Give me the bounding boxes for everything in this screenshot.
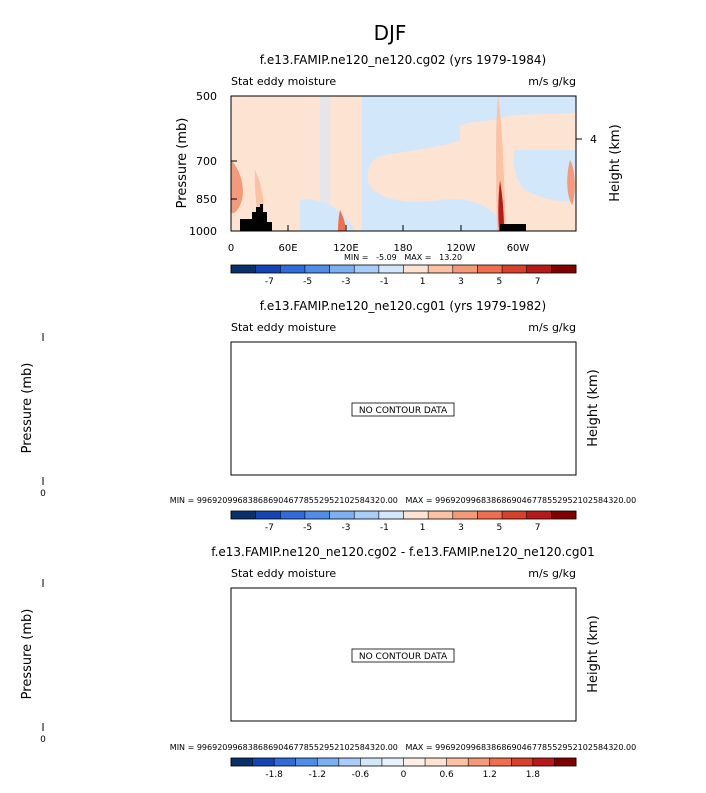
panel-1-heatmap: [231, 96, 576, 231]
panel-1-x-tick-label: 60W: [506, 243, 530, 254]
colorbar-label: -5: [303, 523, 313, 533]
colorbar-swatch: [360, 758, 382, 766]
panel-2-left-label: Stat eddy moisture: [231, 321, 337, 334]
colorbar-swatch: [453, 265, 478, 273]
colorbar-swatch: [551, 511, 576, 519]
panel-1-y-tick-label: 700: [196, 155, 217, 168]
colorbar-swatch: [231, 758, 253, 766]
colorbar-label: 3: [458, 277, 464, 287]
panel-1-x-tick-label: 120E: [333, 243, 359, 254]
colorbar-swatch: [428, 511, 453, 519]
panel-2-y-axis-label: Pressure (mb): [20, 362, 35, 454]
colorbar-label: 3: [458, 523, 464, 533]
colorbar-swatch: [382, 758, 404, 766]
colorbar-swatch: [296, 758, 318, 766]
colorbar-swatch: [354, 511, 379, 519]
colorbar-swatch: [468, 758, 490, 766]
colorbar-swatch: [490, 758, 512, 766]
colorbar-swatch: [256, 511, 281, 519]
panel-2-stats: MIN = 9969209968386869046778552952102584320.00 MAX = 9969209968386869046778552952102584320.00: [169, 496, 637, 505]
colorbar-swatch: [317, 758, 339, 766]
panel-2-y-right-axis-label: Height (km): [586, 369, 601, 447]
panel-3: [20, 545, 636, 780]
colorbar-swatch: [231, 511, 256, 519]
colorbar-label: -7: [264, 277, 274, 287]
panel-3-y-tick-label: 0: [40, 735, 46, 745]
colorbar-label: -7: [264, 523, 274, 533]
colorbar-swatch: [231, 265, 256, 273]
panel-1-y-axis: [189, 90, 237, 238]
colorbar-swatch: [527, 265, 552, 273]
panel-3-colorbar: [231, 758, 576, 780]
panel-2-colorbar: [231, 511, 576, 533]
colorbar-swatch: [554, 758, 576, 766]
colorbar-swatch: [404, 758, 426, 766]
colorbar-swatch: [354, 265, 379, 273]
colorbar-swatch: [253, 758, 275, 766]
panel-3-y-right-axis-label: Height (km): [586, 615, 601, 693]
colorbar-label: 1.8: [525, 770, 541, 780]
colorbar-swatch: [404, 265, 429, 273]
panel-2-title: f.e13.FAMIP.ne120_ne120.cg01 (yrs 1979-1982): [259, 299, 547, 313]
panel-1-y-right-tick-label: 4: [590, 133, 597, 146]
colorbar-swatch: [453, 511, 478, 519]
panel-1-left-label: Stat eddy moisture: [231, 75, 337, 88]
panel-2-right-label: m/s g/kg: [528, 321, 576, 334]
panel-1-y-tick-label: 850: [196, 193, 217, 206]
page-title: DJF: [373, 21, 407, 45]
colorbar-label: -3: [341, 523, 351, 533]
colorbar-label: -1.8: [265, 770, 283, 780]
colorbar-label: -3: [341, 277, 351, 287]
colorbar-swatch: [379, 511, 404, 519]
colorbar-swatch: [533, 758, 555, 766]
panel-3-y-axis-label: Pressure (mb): [20, 608, 35, 700]
panel-1-y-tick-label: 1000: [189, 225, 217, 238]
colorbar-label: -1: [379, 523, 389, 533]
colorbar-label: -1: [379, 277, 389, 287]
colorbar-swatch: [280, 511, 305, 519]
colorbar-swatch: [511, 758, 533, 766]
colorbar-swatch: [305, 265, 330, 273]
panel-1-x-tick-label: 60E: [278, 243, 298, 254]
colorbar-swatch: [330, 511, 355, 519]
panel-1-x-tick-label: 120W: [446, 243, 476, 254]
colorbar-swatch: [339, 758, 361, 766]
panel-3-right-label: m/s g/kg: [528, 567, 576, 580]
panel-2: [20, 299, 636, 533]
colorbar-swatch: [502, 265, 527, 273]
colorbar-swatch: [330, 265, 355, 273]
panel-3-no-data: NO CONTOUR DATA: [358, 652, 448, 662]
panel-2-y-tick-label: 0: [40, 489, 46, 499]
panel-1-title: f.e13.FAMIP.ne120_ne120.cg02 (yrs 1979-1984): [259, 53, 547, 67]
colorbar-swatch: [256, 265, 281, 273]
panel-1-colorbar: [231, 265, 576, 287]
panel-3-left-label: Stat eddy moisture: [231, 567, 337, 580]
panel-1-y-right-axis-label: Height (km): [608, 124, 623, 202]
colorbar-swatch: [527, 511, 552, 519]
colorbar-label: -5: [303, 277, 313, 287]
colorbar-label: 5: [496, 523, 503, 533]
colorbar-label: 7: [534, 277, 541, 287]
panel-1-right-label: m/s g/kg: [528, 75, 576, 88]
panel-1-topography-andes: [500, 224, 526, 231]
colorbar-label: -1.2: [308, 770, 327, 780]
panel-1-y-tick-label: 500: [196, 90, 217, 103]
colorbar-swatch: [280, 265, 305, 273]
colorbar-label: 0: [400, 770, 407, 780]
panel-1-region-negative-4: [320, 96, 330, 231]
colorbar-swatch: [305, 511, 330, 519]
colorbar-label: 0.6: [439, 770, 454, 780]
panel-1-x-tick-label: 0: [227, 243, 235, 254]
colorbar-swatch: [404, 511, 429, 519]
panel-2-no-data: NO CONTOUR DATA: [358, 406, 448, 416]
colorbar-swatch: [447, 758, 469, 766]
panel-3-stats: MIN = 9969209968386869046778552952102584320.00 MAX = 9969209968386869046778552952102584320.00: [169, 743, 637, 752]
colorbar-label: 1.2: [482, 770, 497, 780]
colorbar-swatch: [428, 265, 453, 273]
panel-3-title: f.e13.FAMIP.ne120_ne120.cg02 - f.e13.FAMIP.ne120_ne120.cg01: [211, 545, 595, 559]
colorbar-swatch: [477, 511, 502, 519]
colorbar-label: 1: [419, 523, 426, 533]
colorbar-swatch: [425, 758, 447, 766]
panel-1: [175, 53, 623, 287]
colorbar-swatch: [551, 265, 576, 273]
colorbar-label: 5: [496, 277, 503, 287]
colorbar-swatch: [274, 758, 296, 766]
colorbar-label: -0.6: [351, 770, 370, 780]
colorbar-swatch: [502, 511, 527, 519]
colorbar-swatch: [379, 265, 404, 273]
colorbar-label: 7: [534, 523, 541, 533]
panel-1-stats: MIN = -5.09 MAX = 13.20: [343, 253, 463, 262]
panel-1-y-axis-label: Pressure (mb): [175, 117, 190, 209]
panel-1-x-tick-label: 180: [393, 243, 413, 254]
colorbar-swatch: [477, 265, 502, 273]
colorbar-label: 1: [419, 277, 426, 287]
